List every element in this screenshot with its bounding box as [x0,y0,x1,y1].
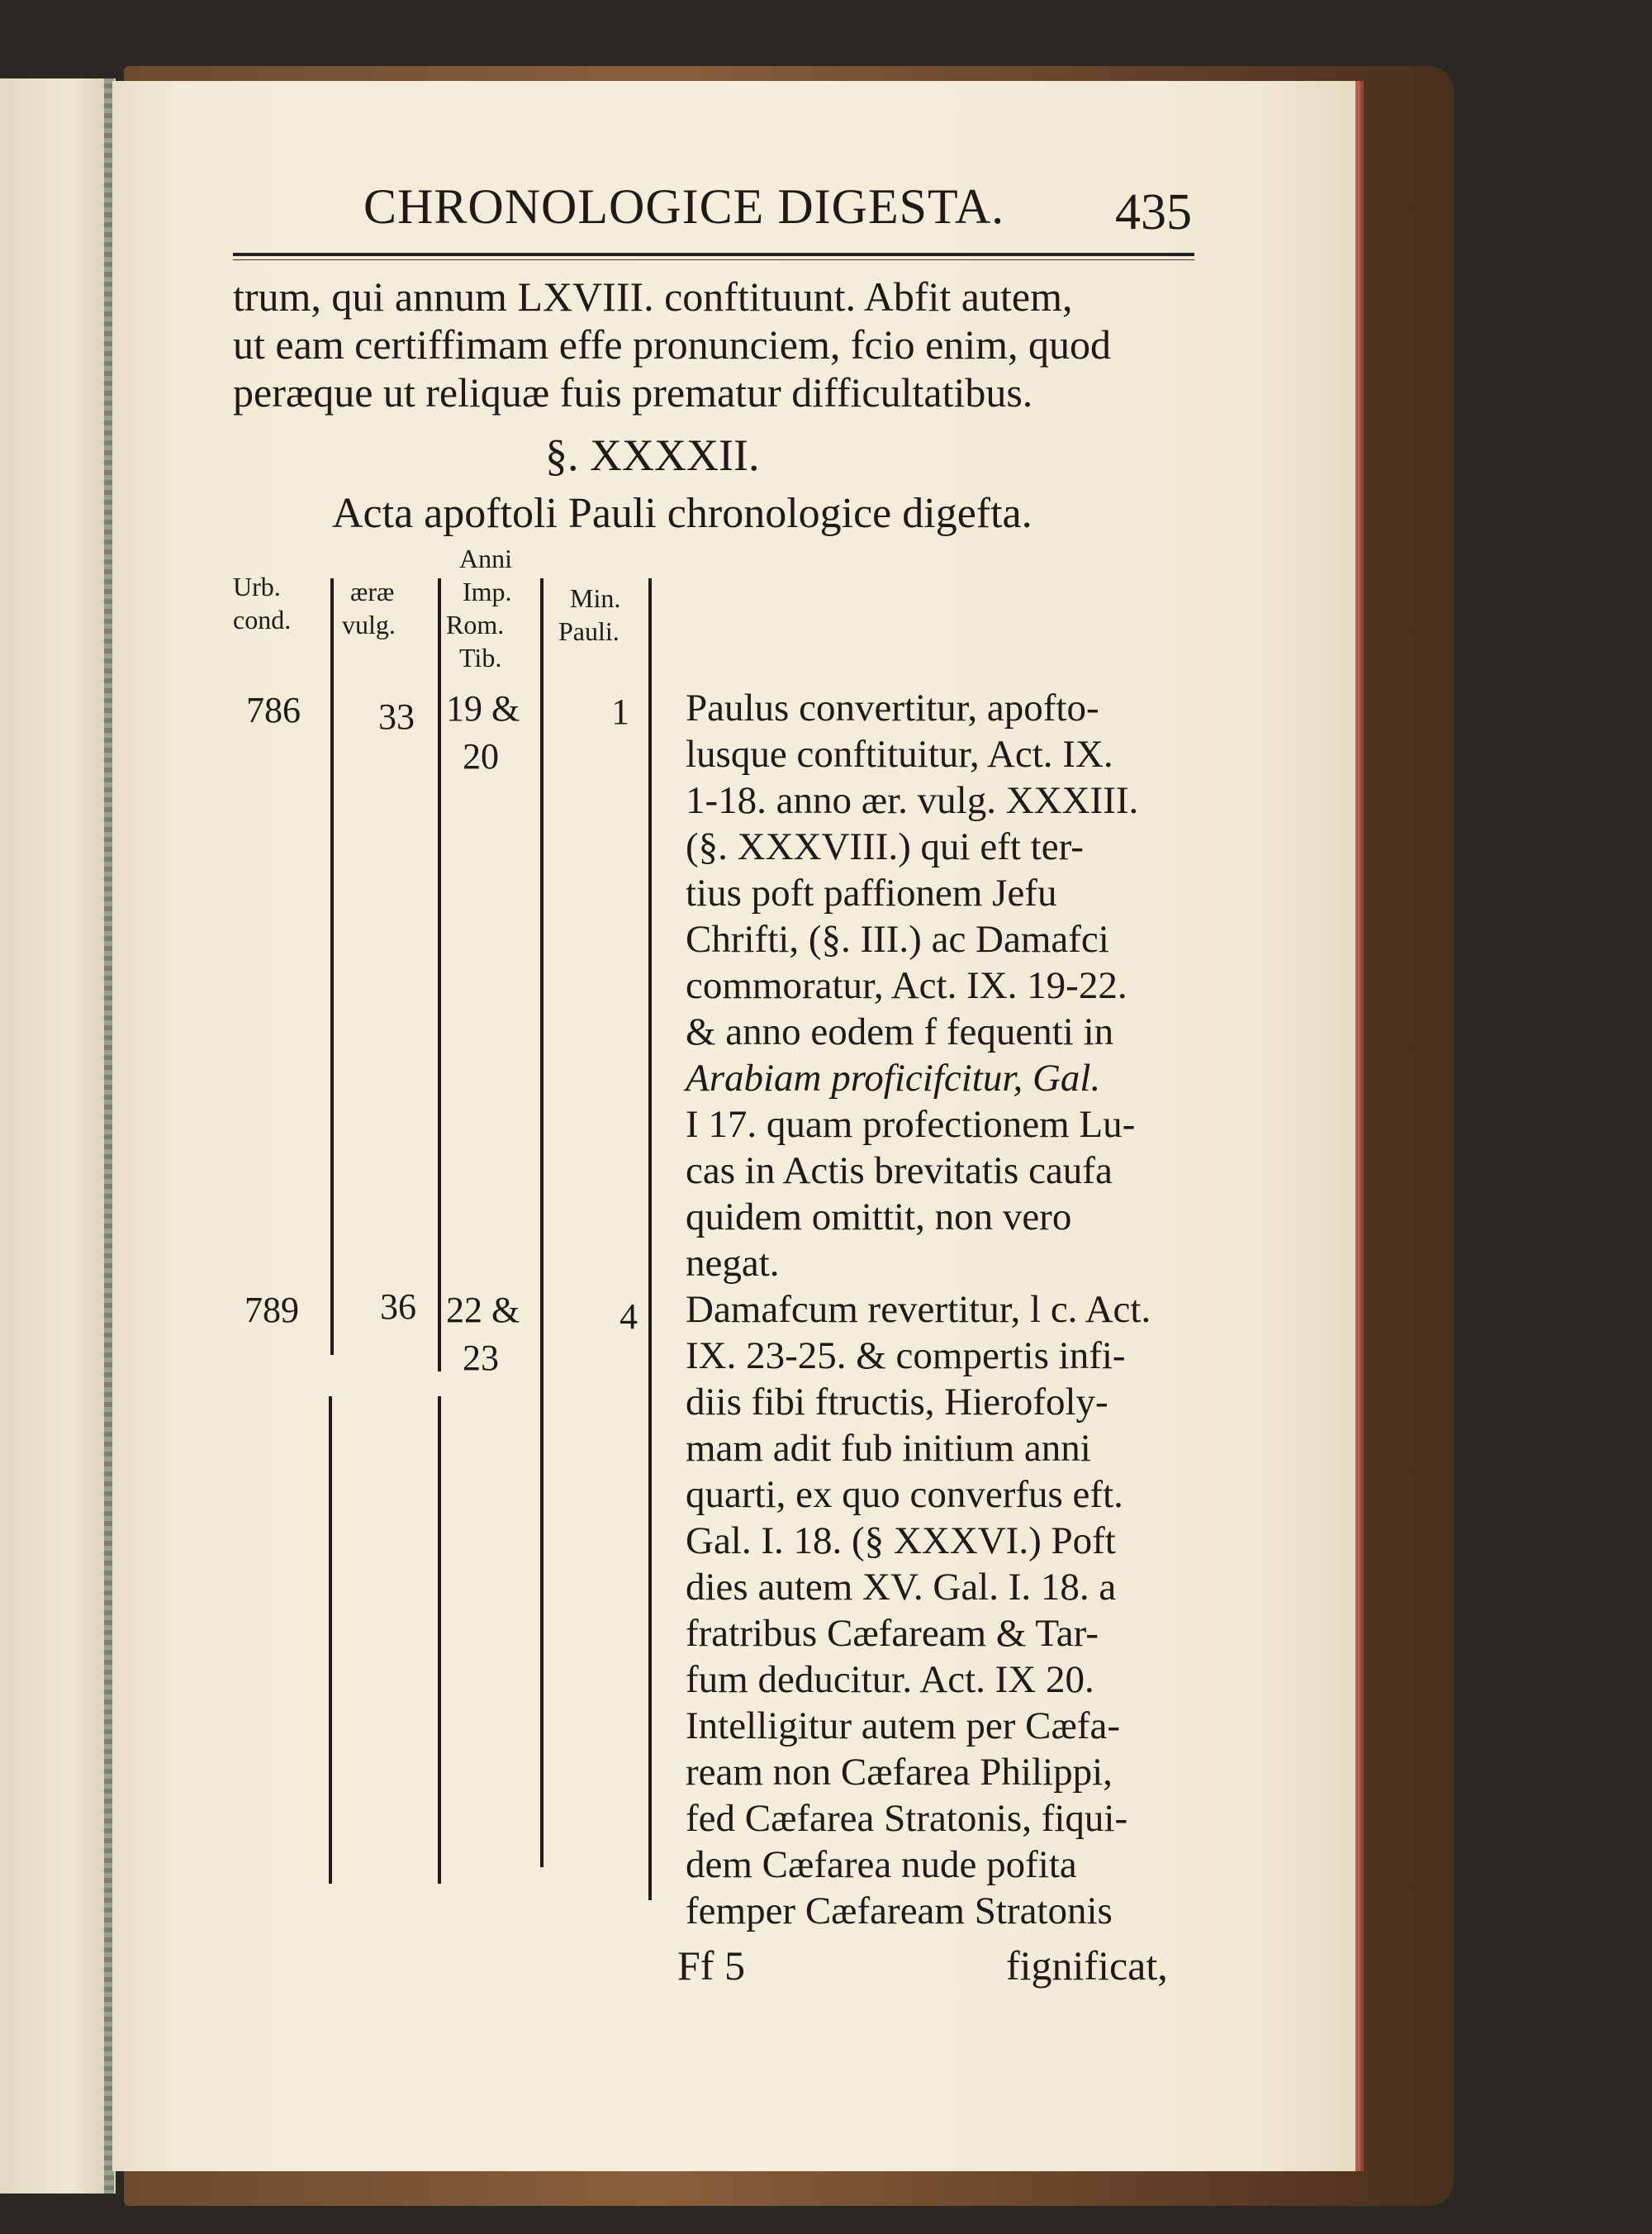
intro-line: ut eam certiffimam effe pronunciem, fcio enim, quod [233,321,1112,368]
header-rule [233,253,1194,256]
entry-text-line: & anno eodem f fequenti in [686,1010,1114,1053]
col-header-urb-1: Urb. [233,572,281,601]
entry-text-line: mam adit fub initium anni [686,1427,1091,1470]
entry-text-line: fum deducitur. Act. IX 20. [686,1658,1094,1701]
left-page-edge [0,78,116,2194]
section-title: Acta apoftoli Pauli chronologice digefta. [332,490,1032,537]
entry-urb: 789 [244,1290,299,1330]
intro-line: peræque ut reliquæ fuis prematur difficultatibus. [233,369,1033,416]
entry-text-line: quarti, ex quo converfus eft. [686,1473,1123,1516]
entry-imp: 19 & [446,688,520,729]
entry-text-line: femper Cæfaream Stratonis [686,1889,1113,1932]
entry-text-line: (§. XXXVIII.) qui eft ter- [686,825,1084,868]
col-header-urb-2: cond. [233,605,292,635]
entry-imp: 23 [463,1338,499,1378]
entry-text-line: fratribus Cæfaream & Tar- [686,1612,1099,1655]
entry-text-line: cas in Actis brevitatis caufa [686,1149,1113,1192]
col-header-imp-4: Tib. [459,643,502,673]
entry-text-line: IX. 23-25. & compertis infi- [686,1334,1126,1377]
entry-text-line: Intelligitur autem per Cæfa- [686,1704,1120,1747]
catchword: fignificat, [1006,1942,1168,1989]
entry-text-line: commoratur, Act. IX. 19-22. [686,964,1127,1007]
col-header-imp-1: Anni [459,544,512,573]
col-header-imp-3: Rom. [446,610,505,639]
entry-text-line: tius poft paffionem Jefu [686,872,1057,915]
entry-text-line: I 17. quam profectionem Lu- [686,1103,1136,1146]
column-rule [330,578,334,1355]
col-header-aer-1: æræ [350,577,395,606]
col-header-imp-2: Imp. [463,577,512,606]
signature-mark: Ff 5 [677,1942,745,1989]
entry-min: 4 [620,1296,638,1337]
entry-text-line: ream non Cæfarea Philippi, [686,1751,1113,1794]
intro-line: trum, qui annum LXVIII. conftituunt. Abfit autem, [233,273,1073,320]
entry-imp: 20 [463,736,499,777]
entry-imp: 22 & [446,1290,520,1330]
column-rule [540,578,544,1867]
column-rule [438,1396,441,1884]
entry-text-line: fed Cæfarea Stratonis, fiqui- [686,1797,1128,1840]
header-rule-thin [233,259,1194,260]
entry-text-line: Damafcum revertitur, l c. Act. [686,1288,1151,1331]
entry-text-line: Chrifti, (§. III.) ac Damafci [686,918,1109,961]
col-header-min-2: Pauli. [558,616,620,646]
entry-text-line: dem Cæfarea nude pofita [686,1843,1077,1886]
column-rule [438,578,441,1371]
page-number: 435 [1115,184,1192,240]
col-header-aer-2: vulg. [342,610,396,639]
section-mark: §. XXXXII. [545,430,760,480]
entry-aer: 36 [380,1286,416,1327]
entry-text-line: negat. [686,1242,780,1285]
column-rule [329,1396,332,1884]
entry-text-line: Gal. I. 18. (§ XXXVI.) Poft [686,1519,1116,1562]
entry-text-line: lusque conftituitur, Act. IX. [686,733,1113,776]
entry-text-line: dies autem XV. Gal. I. 18. a [686,1566,1117,1609]
column-rule [648,578,652,1900]
entry-aer: 33 [378,696,415,737]
entry-text-line: Arabiam proficifcitur, Gal. [686,1057,1101,1100]
entry-text-line: 1-18. anno ær. vulg. XXXIII. [686,779,1139,822]
running-head-title: CHRONOLOGICE DIGESTA. [363,179,1005,234]
entry-text-line: diis fibi ftructis, Hierofoly- [686,1381,1108,1424]
entry-min: 1 [611,692,629,732]
col-header-min-1: Min. [570,583,621,613]
entry-text-line: quidem omittit, non vero [686,1195,1072,1238]
entry-text-line: Paulus convertitur, apofto- [686,687,1099,730]
entry-urb: 786 [246,690,301,730]
